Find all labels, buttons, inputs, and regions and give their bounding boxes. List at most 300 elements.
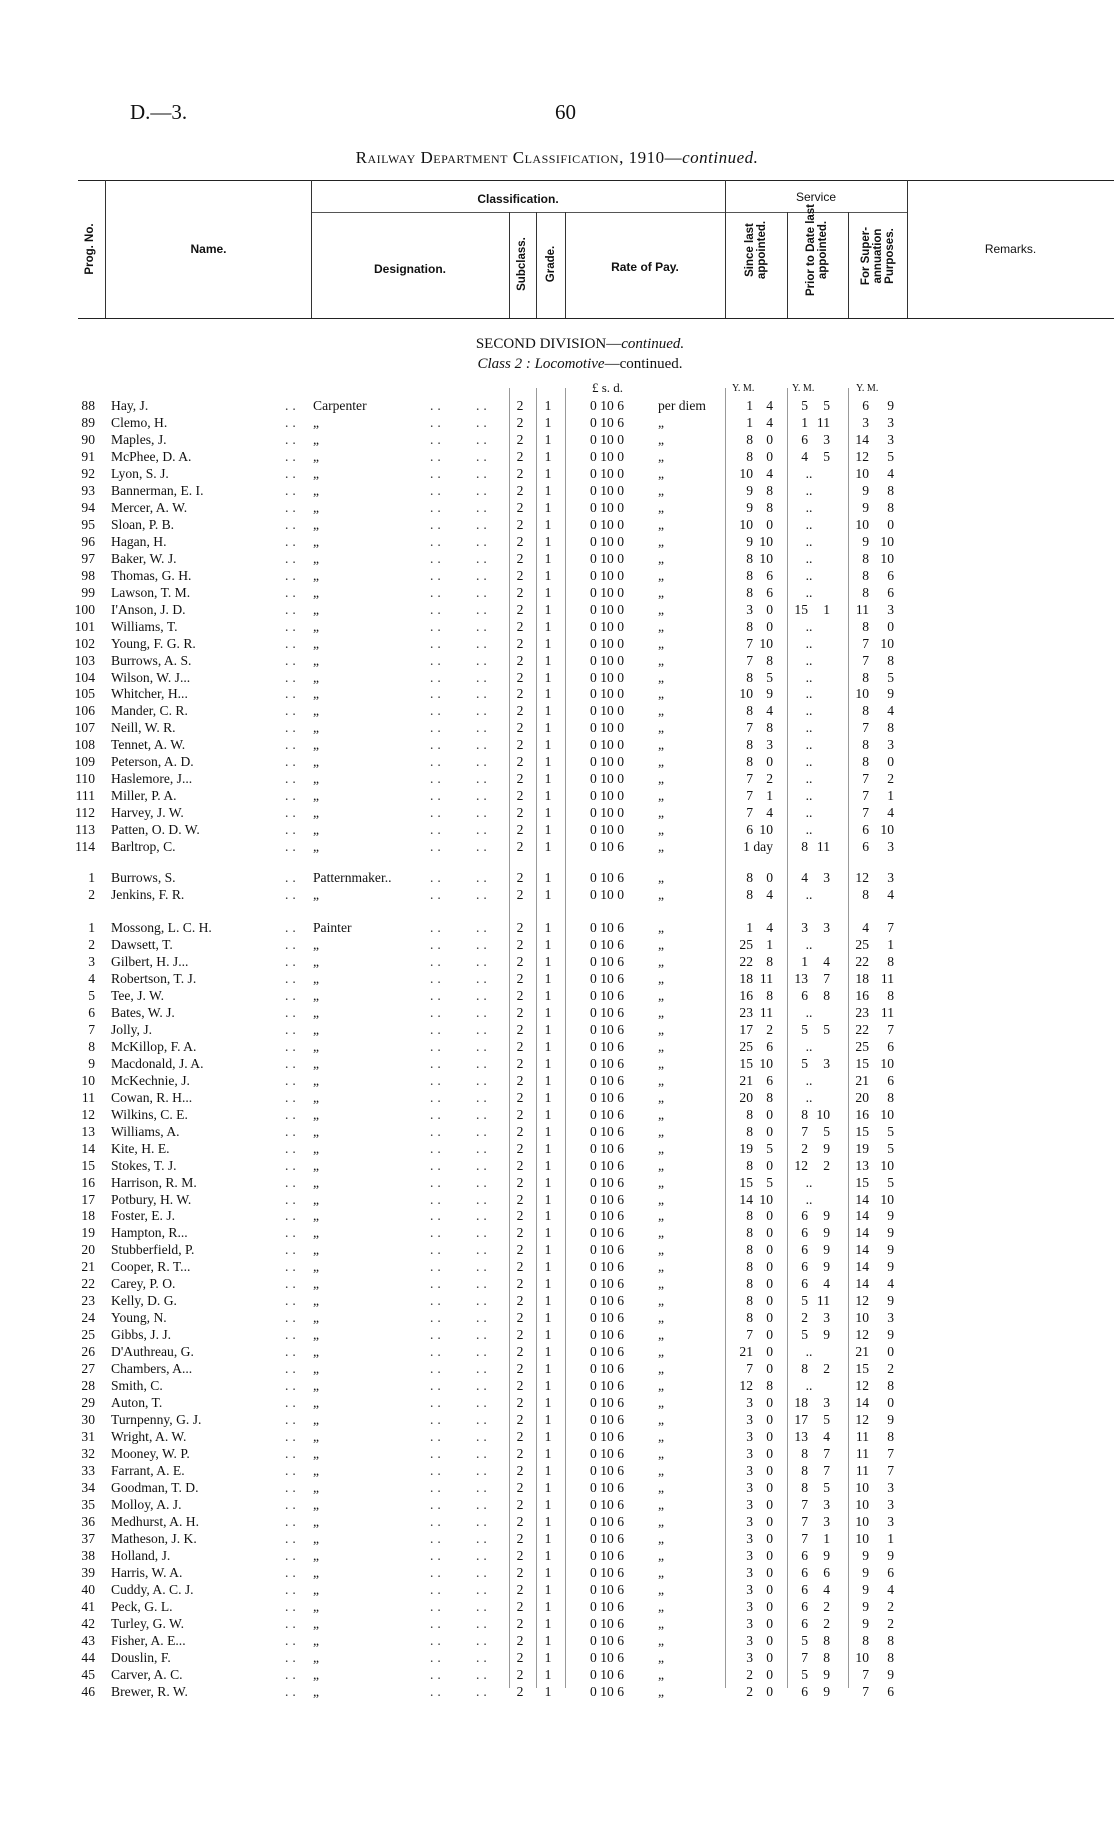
since-months: 0 [766, 1310, 773, 1326]
since-years: 6 [746, 822, 753, 838]
super-months: 4 [887, 465, 894, 481]
prog-no: 111 [75, 788, 95, 804]
since-years: 20 [739, 1089, 753, 1105]
since-years: 21 [739, 1344, 753, 1360]
col-subclass: Subclass. [516, 237, 528, 291]
since-months: 10 [759, 822, 773, 838]
super-months: 3 [887, 1496, 894, 1512]
designation: Patternmaker.. [313, 870, 392, 885]
leader-dots: .. [476, 448, 491, 464]
ditto-mark: „ [313, 1649, 320, 1665]
employee-name: Stokes, T. J. [111, 1157, 177, 1173]
prog-no: 33 [81, 1463, 95, 1479]
super-years: 10 [855, 516, 869, 532]
table-row [0, 720, 1114, 736]
employee-name: Stubberfield, P. [111, 1242, 195, 1258]
employee-name: Turnpenny, G. J. [111, 1412, 202, 1428]
prior-years: 1 [801, 953, 808, 969]
table-row [0, 805, 1114, 821]
prior-months: 11 [816, 839, 830, 855]
employee-name: Jenkins, F. R. [111, 886, 185, 902]
ditto-mark: „ [658, 1276, 665, 1292]
ditto-mark: „ [658, 737, 665, 753]
prior-years: 6 [801, 1225, 808, 1241]
ditto-mark: „ [658, 1174, 665, 1190]
grade: 1 [544, 398, 552, 413]
prior-to-date: .. [805, 1344, 813, 1360]
ditto-mark: „ [658, 1513, 665, 1529]
prior-months: 11 [816, 414, 830, 430]
leader-dots: .. [285, 1429, 300, 1445]
table-row [0, 1463, 1114, 1479]
table-row [0, 1073, 1114, 1089]
grade: 1 [544, 669, 552, 685]
leader-dots: .. [430, 1361, 445, 1377]
leader-dots: .. [285, 686, 300, 702]
employee-name: Bates, W. J. [111, 1004, 175, 1020]
prog-no: 23 [81, 1293, 95, 1309]
grade: 1 [544, 920, 552, 935]
super-months: 2 [887, 771, 894, 787]
subclass: 2 [516, 1276, 524, 1292]
subclass: 2 [516, 448, 524, 464]
leader-dots: .. [430, 1395, 445, 1411]
prog-no: 89 [81, 414, 95, 430]
prior-to-date: .. [805, 703, 813, 719]
leader-dots: .. [476, 516, 491, 532]
prog-no: 95 [81, 516, 95, 532]
leader-dots: .. [430, 414, 445, 430]
rate-of-pay: 0 10 6 [590, 1361, 624, 1377]
prior-months: 9 [823, 1683, 830, 1699]
ditto-mark: „ [658, 669, 665, 685]
subclass: 2 [516, 550, 524, 566]
table-row [0, 887, 1114, 903]
super-years: 16 [855, 987, 869, 1003]
grade: 1 [544, 788, 552, 804]
since-years: 7 [746, 652, 753, 668]
since-years: 7 [746, 1327, 753, 1343]
col-classification: Classification. [477, 192, 559, 206]
leader-dots: .. [430, 1123, 445, 1139]
prog-no: 105 [74, 686, 95, 702]
leader-dots: .. [430, 1140, 445, 1156]
leader-dots: .. [476, 1632, 491, 1648]
employee-name: I'Anson, J. D. [111, 601, 186, 617]
ditto-mark: „ [658, 1395, 665, 1411]
super-years: 13 [855, 1157, 869, 1173]
since-months: 0 [766, 1259, 773, 1275]
table-row [0, 551, 1114, 567]
super-years: 8 [862, 703, 869, 719]
since-years: 3 [746, 1496, 753, 1512]
employee-name: Macdonald, J. A. [111, 1055, 204, 1071]
leader-dots: .. [430, 1242, 445, 1258]
ditto-mark: „ [313, 886, 320, 902]
prog-no: 8 [88, 1038, 95, 1054]
super-months: 9 [887, 1208, 894, 1224]
since-years: 8 [746, 1208, 753, 1224]
leader-dots: .. [476, 414, 491, 430]
since-years: 3 [746, 1446, 753, 1462]
employee-name: Robertson, T. J. [111, 970, 197, 986]
since-years: 15 [739, 1055, 753, 1071]
super-months: 8 [887, 1632, 894, 1648]
leader-dots: .. [476, 1581, 491, 1597]
prior-to-date: .. [805, 1072, 813, 1088]
leader-dots: .. [430, 1225, 445, 1241]
subclass: 2 [516, 533, 524, 549]
subclass: 2 [516, 771, 524, 787]
leader-dots: .. [285, 805, 300, 821]
rate-of-pay: 0 10 0 [590, 601, 624, 617]
prior-to-date: .. [805, 618, 813, 634]
super-years: 10 [855, 1480, 869, 1495]
leader-dots: .. [285, 737, 300, 753]
col-service: Service [795, 190, 836, 204]
ditto-mark: „ [313, 936, 320, 952]
since-months: 0 [766, 1123, 773, 1139]
prior-months: 3 [823, 920, 830, 935]
leader-dots: .. [430, 1615, 445, 1631]
prior-years: 6 [801, 1615, 808, 1631]
prior-years: 6 [801, 431, 808, 447]
since-months: 8 [766, 1378, 773, 1394]
leader-dots: .. [430, 516, 445, 532]
prior-years: 8 [801, 1480, 808, 1495]
since-years: 3 [746, 1530, 753, 1546]
prior-to-date: .. [805, 686, 813, 702]
leader-dots: .. [476, 1310, 491, 1326]
employee-name: Baker, W. J. [111, 550, 177, 566]
ditto-mark: „ [658, 886, 665, 902]
super-months: 9 [887, 1666, 894, 1682]
employee-name: Mercer, A. W. [111, 499, 188, 515]
designation: Carpenter [313, 398, 367, 413]
super-months: 3 [887, 1310, 894, 1326]
leader-dots: .. [285, 1276, 300, 1292]
prior-years: 5 [801, 1327, 808, 1343]
col-rate-of-pay: Rate of Pay. [611, 260, 679, 274]
subclass: 2 [516, 601, 524, 617]
employee-name: Williams, T. [111, 618, 178, 634]
leader-dots: .. [430, 737, 445, 753]
prior-months: 5 [823, 448, 830, 464]
ditto-mark: „ [313, 1157, 320, 1173]
since-months: 8 [766, 953, 773, 969]
table-row [0, 1548, 1114, 1564]
ditto-mark: „ [313, 1106, 320, 1122]
subclass: 2 [516, 1310, 524, 1326]
ditto-mark: „ [658, 499, 665, 515]
since-years: 7 [746, 771, 753, 787]
prior-months: 9 [823, 1242, 830, 1258]
super-years: 25 [855, 936, 869, 952]
leader-dots: .. [285, 788, 300, 804]
ditto-mark: „ [313, 1021, 320, 1037]
leader-dots: .. [430, 669, 445, 685]
prog-no: 109 [74, 754, 95, 770]
subclass: 2 [516, 1021, 524, 1037]
prog-no: 45 [81, 1666, 95, 1682]
leader-dots: .. [285, 920, 300, 935]
leader-dots: .. [285, 1395, 300, 1411]
prior-years: 8 [801, 839, 808, 855]
super-years: 20 [855, 1089, 869, 1105]
subclass: 2 [516, 1412, 524, 1428]
prog-no: 90 [81, 431, 95, 447]
super-years: 8 [862, 1632, 869, 1648]
super-months: 9 [887, 686, 894, 702]
prior-months: 4 [823, 953, 830, 969]
prog-no: 39 [81, 1564, 95, 1580]
leader-dots: .. [430, 1038, 445, 1054]
since-months: 0 [766, 1361, 773, 1377]
grade: 1 [544, 771, 552, 787]
ditto-mark: „ [658, 822, 665, 838]
since-years: 14 [739, 1191, 753, 1207]
since-years: 8 [746, 1157, 753, 1173]
table-row [0, 1208, 1114, 1224]
subclass: 2 [516, 1446, 524, 1462]
prior-months: 11 [816, 1293, 830, 1309]
super-years: 8 [862, 886, 869, 902]
prior-months: 9 [823, 1208, 830, 1224]
subclass: 2 [516, 1615, 524, 1631]
table-row [0, 466, 1114, 482]
ditto-mark: „ [658, 584, 665, 600]
ditto-mark: „ [313, 465, 320, 481]
leader-dots: .. [430, 533, 445, 549]
prog-no: 113 [75, 822, 95, 838]
subclass: 2 [516, 1344, 524, 1360]
super-years: 10 [855, 686, 869, 702]
leader-dots: .. [285, 1293, 300, 1309]
subclass: 2 [516, 584, 524, 600]
ditto-mark: „ [658, 703, 665, 719]
prog-no: 13 [81, 1123, 95, 1139]
ditto-mark: „ [313, 1480, 320, 1495]
table-row [0, 870, 1114, 886]
leader-dots: .. [476, 1615, 491, 1631]
grade: 1 [544, 1293, 552, 1309]
prior-years: 5 [801, 1293, 808, 1309]
prog-no: 104 [74, 669, 95, 685]
leader-dots: .. [476, 720, 491, 736]
ditto-mark: „ [313, 601, 320, 617]
employee-name: Thomas, G. H. [111, 567, 192, 583]
ditto-mark: „ [658, 1055, 665, 1071]
table-row [0, 636, 1114, 652]
prior-months: 7 [823, 1446, 830, 1462]
prog-no: 31 [81, 1429, 95, 1445]
leader-dots: .. [285, 1649, 300, 1665]
grade: 1 [544, 936, 552, 952]
since-months: 1 [766, 788, 773, 804]
ditto-mark: „ [658, 788, 665, 804]
table-row [0, 1412, 1114, 1428]
ditto-mark: „ [313, 771, 320, 787]
subclass: 2 [516, 987, 524, 1003]
grade: 1 [544, 1378, 552, 1394]
prior-years: 6 [801, 1598, 808, 1614]
leader-dots: .. [285, 1547, 300, 1563]
since-years: 1 [746, 398, 753, 413]
since-months: 0 [766, 1327, 773, 1343]
leader-dots: .. [285, 1513, 300, 1529]
since-months: 6 [766, 1072, 773, 1088]
leader-dots: .. [476, 754, 491, 770]
ditto-mark: „ [658, 618, 665, 634]
since-years: 3 [746, 1615, 753, 1631]
table-row [0, 1344, 1114, 1360]
grade: 1 [544, 805, 552, 821]
table-row [0, 449, 1114, 465]
ditto-mark: „ [658, 970, 665, 986]
table-row [0, 1175, 1114, 1191]
leader-dots: .. [430, 482, 445, 498]
grade: 1 [544, 499, 552, 515]
ditto-mark: „ [658, 1480, 665, 1495]
leader-dots: .. [285, 1496, 300, 1512]
employee-name: Gilbert, H. J... [111, 953, 189, 969]
leader-dots: .. [285, 1632, 300, 1648]
table-row [0, 1259, 1114, 1275]
subclass: 2 [516, 970, 524, 986]
since-years: 8 [746, 1123, 753, 1139]
table-row [0, 822, 1114, 838]
super-months: 6 [887, 1564, 894, 1580]
grade: 1 [544, 1072, 552, 1088]
employee-name: Sloan, P. B. [111, 516, 175, 532]
since-years: 3 [746, 1632, 753, 1648]
subclass: 2 [516, 1666, 524, 1682]
super-months: 8 [887, 482, 894, 498]
ditto-mark: „ [313, 1547, 320, 1563]
prior-years: 12 [794, 1157, 808, 1173]
super-months: 4 [887, 1581, 894, 1597]
table-row [0, 1565, 1114, 1581]
rate-of-pay: 0 10 6 [590, 1649, 624, 1665]
leader-dots: .. [285, 1021, 300, 1037]
super-months: 6 [887, 1072, 894, 1088]
ditto-mark: „ [658, 550, 665, 566]
ditto-mark: „ [658, 1496, 665, 1512]
rate-of-pay: 0 10 6 [590, 870, 624, 885]
prog-no: 14 [81, 1140, 95, 1156]
prior-months: 5 [823, 1412, 830, 1428]
prog-no: 18 [81, 1208, 95, 1224]
leader-dots: .. [285, 1446, 300, 1462]
prog-no: 42 [81, 1615, 95, 1631]
ditto-mark: „ [313, 1259, 320, 1275]
prior-years: 13 [794, 1429, 808, 1445]
leader-dots: .. [476, 886, 491, 902]
employee-name: Hay, J. [111, 398, 149, 413]
employee-name: Miller, P. A. [111, 788, 177, 804]
ditto-mark: „ [313, 652, 320, 668]
leader-dots: .. [285, 771, 300, 787]
ditto-mark: „ [313, 499, 320, 515]
table-row [0, 432, 1114, 448]
prior-to-date: .. [805, 669, 813, 685]
prior-months: 5 [823, 398, 830, 413]
since-months: 0 [766, 1632, 773, 1648]
leader-dots: .. [476, 970, 491, 986]
ditto-mark: „ [313, 1564, 320, 1580]
since-months: 0 [766, 601, 773, 617]
grade: 1 [544, 1361, 552, 1377]
super-years: 11 [855, 601, 869, 617]
grade: 1 [544, 1463, 552, 1479]
super-years: 12 [855, 1293, 869, 1309]
ditto-mark: „ [313, 431, 320, 447]
prog-no: 15 [81, 1157, 95, 1173]
rate-of-pay: 0 10 6 [590, 1140, 624, 1156]
leader-dots: .. [430, 720, 445, 736]
employee-name: Peck, G. L. [111, 1598, 173, 1614]
ditto-mark: „ [658, 1310, 665, 1326]
rate-of-pay: 0 10 6 [590, 1378, 624, 1394]
leader-dots: .. [285, 448, 300, 464]
leader-dots: .. [430, 635, 445, 651]
employee-name: Clemo, H. [111, 414, 168, 430]
prog-no: 106 [74, 703, 95, 719]
rate-of-pay: 0 10 0 [590, 737, 624, 753]
prior-months: 5 [823, 1480, 830, 1495]
ditto-mark: „ [658, 1581, 665, 1597]
ditto-mark: „ [658, 1649, 665, 1665]
ditto-mark: „ [313, 1038, 320, 1054]
prog-no: 29 [81, 1395, 95, 1411]
since-years: 25 [739, 936, 753, 952]
leader-dots: .. [285, 1208, 300, 1224]
rate-of-pay: 0 10 6 [590, 953, 624, 969]
prog-no: 107 [74, 720, 95, 736]
subclass: 2 [516, 720, 524, 736]
leader-dots: .. [285, 1412, 300, 1428]
prog-no: 91 [81, 448, 95, 464]
table-row [0, 737, 1114, 753]
prog-no: 21 [81, 1259, 95, 1275]
employee-name: Hampton, R... [111, 1225, 188, 1241]
prior-months: 1 [823, 601, 830, 617]
table-row [0, 483, 1114, 499]
leader-dots: .. [476, 1530, 491, 1546]
since-years: 8 [746, 1242, 753, 1258]
rate-of-pay: 0 10 6 [590, 839, 624, 855]
ditto-mark: „ [313, 618, 320, 634]
rate-of-pay: 0 10 6 [590, 1310, 624, 1326]
since-months: 8 [766, 1089, 773, 1105]
ditto-mark: „ [313, 516, 320, 532]
employee-name: Wilson, W. J... [111, 669, 191, 685]
since-months: 8 [766, 720, 773, 736]
prior-to-date: .. [805, 635, 813, 651]
ditto-mark: „ [313, 703, 320, 719]
col-grade: Grade. [545, 245, 557, 283]
rate-of-pay: 0 10 6 [590, 1463, 624, 1479]
table-row [0, 500, 1114, 516]
table-row [0, 1650, 1114, 1666]
rate-of-pay: 0 10 6 [590, 1615, 624, 1631]
since-years: 3 [746, 1412, 753, 1428]
leader-dots: .. [285, 703, 300, 719]
ditto-mark: „ [658, 987, 665, 1003]
rate-of-pay: 0 10 6 [590, 1225, 624, 1241]
grade: 1 [544, 516, 552, 532]
leader-dots: .. [476, 822, 491, 838]
